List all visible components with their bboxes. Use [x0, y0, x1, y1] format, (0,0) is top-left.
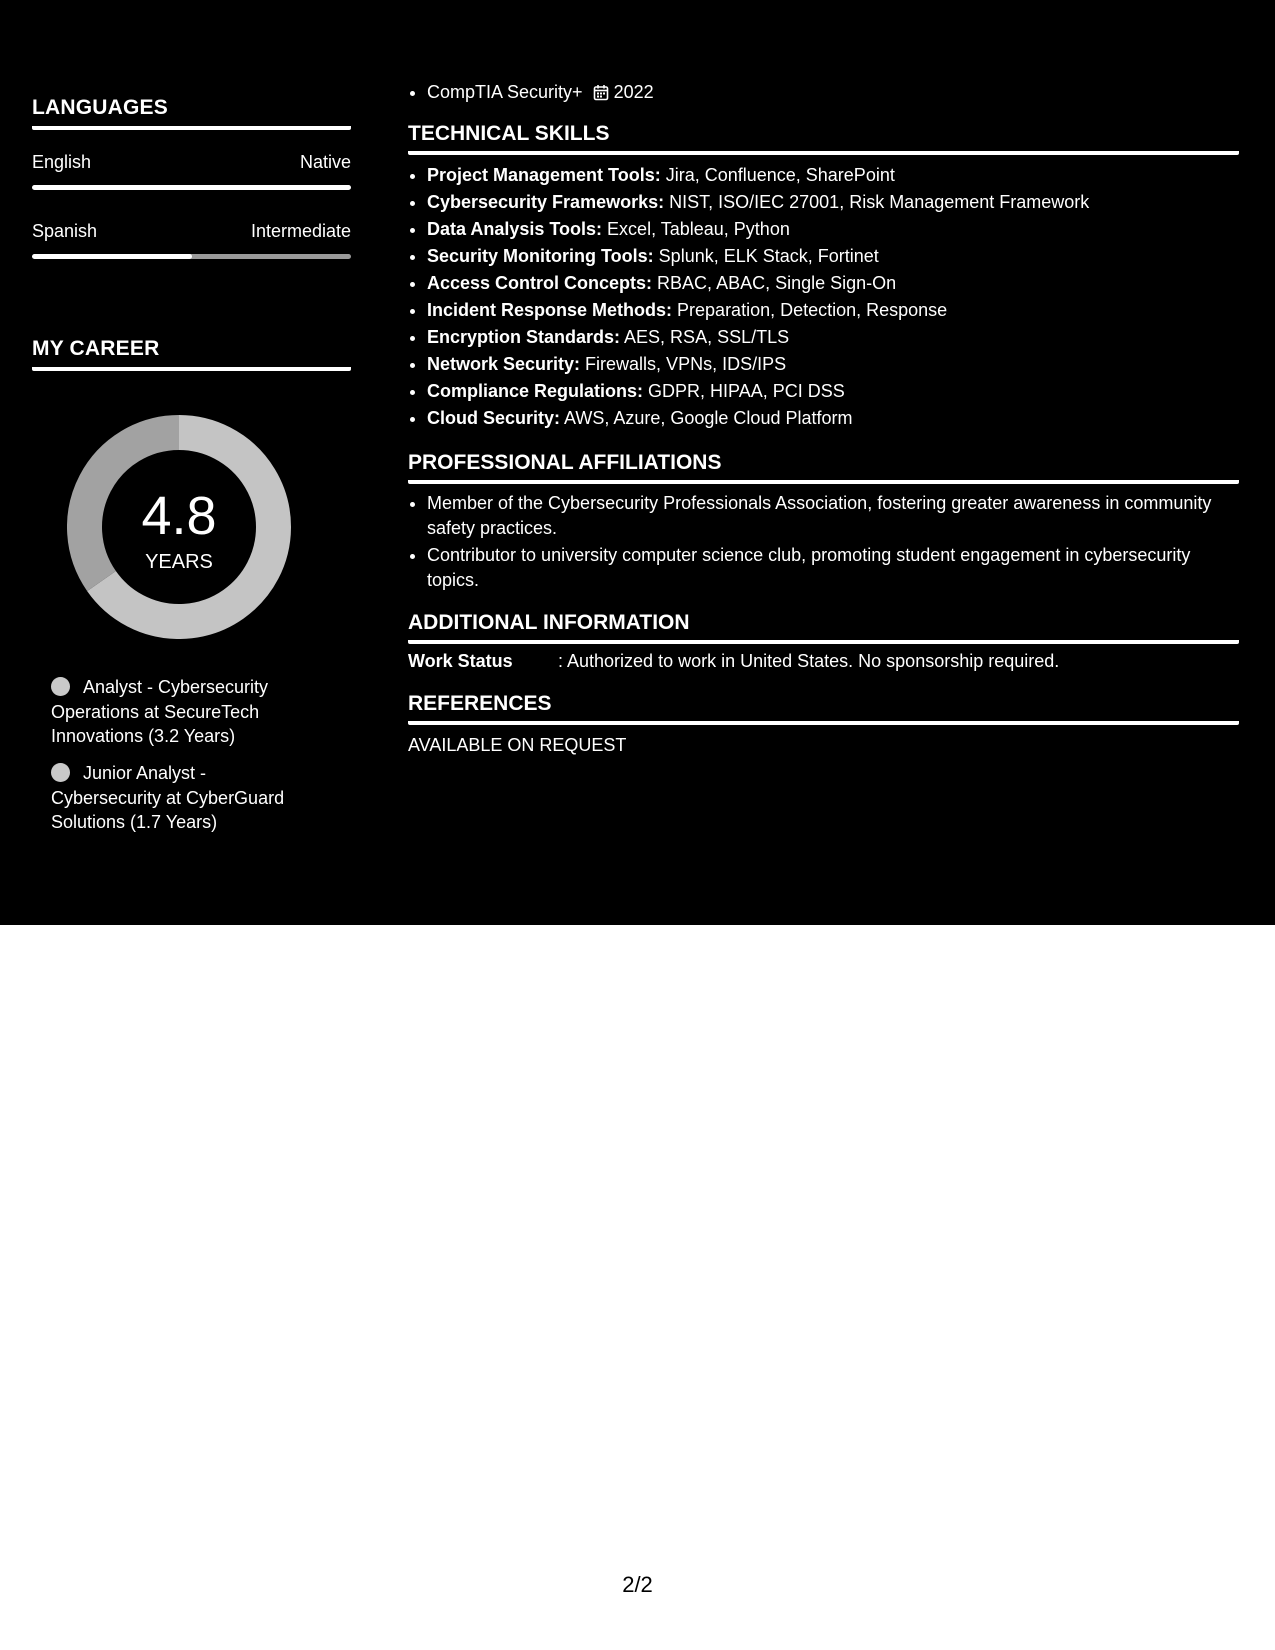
skill-item: [427, 162, 1239, 189]
skill-item: [427, 243, 1239, 270]
career-dot-icon: [51, 677, 70, 696]
work-status-label: Work Status: [408, 651, 513, 671]
skill-item: [427, 405, 1239, 432]
skill-label: Cybersecurity Frameworks:: [427, 192, 665, 212]
references-text: AVAILABLE ON REQUEST: [408, 735, 627, 755]
language-name: English: [32, 152, 92, 172]
career-donut-chart: [67, 415, 291, 639]
skill-value: GDPR, HIPAA, PCI DSS: [643, 381, 845, 401]
technical-skills-list: [408, 162, 1239, 432]
references-heading: REFERENCES: [408, 692, 1239, 725]
work-status-value: : Authorized to work in United States. No sponsorship required.: [558, 651, 1060, 671]
calendar-icon: [593, 82, 609, 109]
skill-label: Cloud Security:: [427, 408, 561, 428]
skill-item: [427, 378, 1239, 405]
language-proficiency-bar: [32, 254, 351, 259]
language-name: Spanish: [32, 221, 98, 241]
skill-item: [427, 351, 1239, 378]
career-item-label: Junior Analyst - Cybersecurity at CyberGuard Solutions (1.7 Years): [51, 763, 285, 832]
skill-label: Compliance Regulations:: [427, 381, 644, 401]
additional-info-heading: ADDITIONAL INFORMATION: [408, 611, 1239, 644]
skill-item: [427, 297, 1239, 324]
affiliations-list: [408, 491, 1239, 595]
languages-heading: LANGUAGES: [32, 96, 351, 130]
skill-value: RBAC, ABAC, Single Sign-On: [652, 273, 897, 293]
skill-value: Jira, Confluence, SharePoint: [660, 165, 895, 185]
technical-skills-heading: TECHNICAL SKILLS: [408, 122, 1239, 155]
skill-value: AES, RSA, SSL/TLS: [620, 327, 790, 347]
skill-label: Encryption Standards:: [427, 327, 621, 347]
skill-item: [427, 216, 1239, 243]
page-number: 2/2: [622, 1572, 653, 1597]
skill-label: Network Security:: [427, 354, 581, 374]
certification-name: CompTIA Security+: [427, 82, 583, 102]
career-item: [51, 675, 311, 749]
skill-label: Data Analysis Tools:: [427, 219, 603, 239]
career-item-label: Analyst - Cybersecurity Operations at SecureTech Innovations (3.2 Years): [51, 677, 269, 746]
skill-label: Security Monitoring Tools:: [427, 246, 654, 266]
language-level: Native: [299, 152, 351, 172]
skill-label: Access Control Concepts:: [427, 273, 653, 293]
language-proficiency-bar: [32, 185, 351, 190]
affiliation-item: • Contributor to university computer science club, promoting student engagement in cybersecurity topics.: [427, 543, 1239, 593]
career-total-unit: YEARS: [145, 551, 213, 573]
skill-value: Splunk, ELK Stack, Fortinet: [653, 246, 879, 266]
language-proficiency-fill: [32, 185, 351, 190]
skill-value: Preparation, Detection, Response: [672, 300, 948, 320]
certifications-list: [408, 79, 1239, 109]
language-level: Intermediate: [250, 221, 351, 241]
certification-item: [427, 79, 1239, 109]
language-proficiency-fill: [32, 254, 192, 259]
skill-value: AWS, Azure, Google Cloud Platform: [560, 408, 853, 428]
skill-item: [427, 270, 1239, 297]
skill-label: Project Management Tools:: [427, 165, 661, 185]
skill-label: Incident Response Methods:: [427, 300, 673, 320]
skill-value: Excel, Tableau, Python: [602, 219, 790, 239]
certification-year: 2022: [613, 82, 654, 102]
skill-item: [427, 324, 1239, 351]
skill-value: Firewalls, VPNs, IDS/IPS: [580, 354, 787, 374]
skill-value: NIST, ISO/IEC 27001, Risk Management Framework: [664, 192, 1090, 212]
career-item: [51, 761, 311, 835]
affiliations-heading: PROFESSIONAL AFFILIATIONS: [408, 451, 1239, 484]
career-total-value: 4.8: [141, 486, 217, 546]
skill-item: [427, 189, 1239, 216]
career-dot-icon: [51, 763, 70, 782]
affiliation-item: • Member of the Cybersecurity Professionals Association, fostering greater awareness in community safety practices.: [427, 491, 1239, 541]
career-heading: MY CAREER: [32, 337, 351, 371]
